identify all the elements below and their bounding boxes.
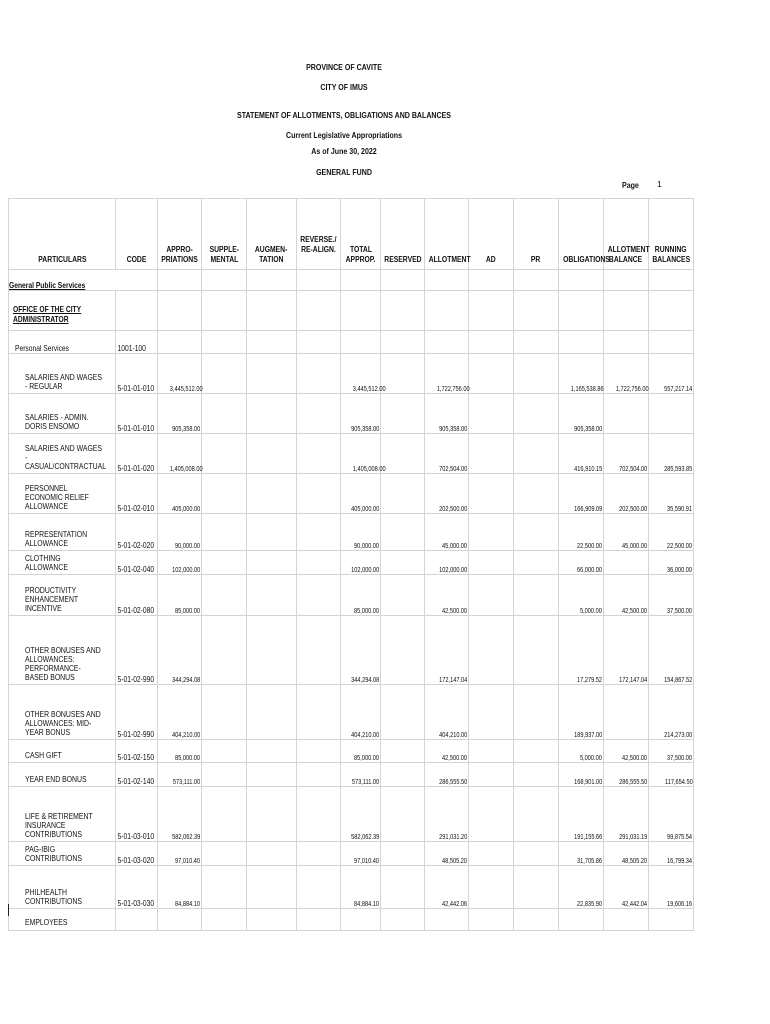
row-empty-cell — [469, 763, 514, 787]
row-empty-cell — [514, 575, 559, 616]
row-empty-cell — [247, 685, 297, 740]
row-empty-cell — [469, 866, 514, 909]
page-edge-mark — [8, 904, 9, 916]
row-empty-cell — [514, 474, 559, 514]
row-code: 5-01-02-990 — [116, 685, 158, 740]
row-total: 573,111.00 — [341, 763, 381, 787]
table-row — [9, 740, 694, 763]
row-total: 90,000.00 — [341, 514, 381, 551]
row-total: 102,000.00 — [341, 551, 381, 575]
row-particulars: REPRESENTATION ALLOWANCE — [9, 514, 116, 551]
row-empty-cell — [202, 685, 247, 740]
col-code: CODE — [116, 199, 158, 270]
row-empty-cell — [297, 616, 341, 685]
personal-services-label: Personal Services — [9, 331, 116, 354]
row-empty-cell — [381, 685, 425, 740]
row-allotment-balance: 42,500.00 — [604, 740, 649, 763]
row-empty-cell — [202, 575, 247, 616]
row-allotment: 48,505.20 — [425, 842, 469, 866]
row-empty-cell — [425, 909, 469, 931]
col-allotment: ALLOTMENT — [425, 199, 469, 270]
row-empty-cell — [247, 474, 297, 514]
row-running-balance — [649, 394, 694, 434]
page-number: 1 — [657, 179, 662, 189]
row-empty-cell — [158, 909, 202, 931]
row-particulars: CLOTHING ALLOWANCE — [9, 551, 116, 575]
row-empty-cell — [381, 575, 425, 616]
row-obligations: 166,909.09 — [559, 474, 604, 514]
row-appropriations: 344,294.08 — [158, 616, 202, 685]
row-empty-cell — [469, 474, 514, 514]
row-total: 905,358.00 — [341, 394, 381, 434]
row-empty-cell — [604, 909, 649, 931]
row-allotment: 42,500.00 — [425, 740, 469, 763]
row-total: 1,405,008.00 — [341, 434, 381, 474]
row-empty-cell — [381, 616, 425, 685]
row-obligations: 5,000.00 — [559, 740, 604, 763]
table-header-row — [9, 199, 694, 270]
row-empty-cell — [514, 740, 559, 763]
row-obligations: 66,000.00 — [559, 551, 604, 575]
row-allotment-balance: 286,555.50 — [604, 763, 649, 787]
row-code: 5-01-01-010 — [116, 354, 158, 394]
statement-title: STATEMENT OF ALLOTMENTS, OBLIGATIONS AND BALANCES — [236, 110, 451, 120]
col-reverse-realign: REVERSE./ RE-ALIGN. — [297, 199, 341, 270]
row-empty-cell — [247, 866, 297, 909]
row-allotment-balance: 48,505.20 — [604, 842, 649, 866]
row-total: 344,294.08 — [341, 616, 381, 685]
row-running-balance: 214,273.00 — [649, 685, 694, 740]
col-appropriations: APPRO- PRIATIONS — [158, 199, 202, 270]
table-row — [9, 866, 694, 909]
row-empty-cell — [297, 354, 341, 394]
row-code: 5-01-02-080 — [116, 575, 158, 616]
row-obligations: 22,500.00 — [559, 514, 604, 551]
row-allotment-balance: 291,031.19 — [604, 787, 649, 842]
row-allotment-balance — [604, 551, 649, 575]
row-code: 5-01-01-010 — [116, 394, 158, 434]
row-empty-cell — [514, 551, 559, 575]
row-empty-cell — [469, 514, 514, 551]
row-allotment-balance — [604, 685, 649, 740]
appropriations-subtitle: Current Legislative Appropriations — [285, 130, 403, 140]
row-empty-cell — [297, 685, 341, 740]
row-allotment-balance: 202,500.00 — [604, 474, 649, 514]
col-running-balances: RUNNING BALANCES — [649, 199, 694, 270]
row-empty-cell — [514, 842, 559, 866]
row-empty-cell — [469, 354, 514, 394]
row-particulars: YEAR END BONUS — [9, 763, 116, 787]
row-empty-cell — [514, 434, 559, 474]
row-particulars: SALARIES - ADMIN. DORIS ENSOMO — [9, 394, 116, 434]
row-empty-cell — [469, 394, 514, 434]
row-obligations: 1,165,538.86 — [559, 354, 604, 394]
row-appropriations: 97,010.40 — [158, 842, 202, 866]
row-empty-cell — [381, 514, 425, 551]
row-empty-cell — [247, 787, 297, 842]
row-obligations: 22,835.90 — [559, 866, 604, 909]
row-empty-cell — [202, 514, 247, 551]
row-allotment-balance: 172,147.04 — [604, 616, 649, 685]
row-particulars: PAG-IBIG CONTRIBUTIONS — [9, 842, 116, 866]
row-empty-cell — [649, 909, 694, 931]
row-empty-cell — [202, 866, 247, 909]
row-allotment: 172,147.04 — [425, 616, 469, 685]
table-row — [9, 616, 694, 685]
table-row — [9, 575, 694, 616]
row-running-balance: 99,875.54 — [649, 787, 694, 842]
row-allotment-balance: 42,442.04 — [604, 866, 649, 909]
row-empty-cell — [297, 434, 341, 474]
row-obligations: 191,155.66 — [559, 787, 604, 842]
row-empty-cell — [469, 842, 514, 866]
personal-services-row — [9, 331, 694, 354]
city-title: CITY OF IMUS — [320, 82, 368, 92]
employees-label: EMPLOYEES — [9, 909, 116, 931]
row-empty-cell — [297, 787, 341, 842]
row-running-balance: 37,500.00 — [649, 740, 694, 763]
row-allotment: 102,000.00 — [425, 551, 469, 575]
row-total: 97,010.40 — [341, 842, 381, 866]
table-row — [9, 551, 694, 575]
col-particulars: PARTICULARS — [9, 199, 116, 270]
row-empty-cell — [514, 909, 559, 931]
page-label: Page — [622, 180, 639, 190]
row-running-balance: 285,593.85 — [649, 434, 694, 474]
row-particulars: OTHER BONUSES AND ALLOWANCES: MID-YEAR BONUS — [9, 685, 116, 740]
row-empty-cell — [202, 842, 247, 866]
col-total-approp: TOTAL APPROP. — [341, 199, 381, 270]
row-allotment: 286,555.50 — [425, 763, 469, 787]
row-allotment-balance: 702,504.00 — [604, 434, 649, 474]
row-total: 85,000.00 — [341, 575, 381, 616]
row-empty-cell — [381, 787, 425, 842]
row-particulars: CASH GIFT — [9, 740, 116, 763]
row-code: 5-01-02-010 — [116, 474, 158, 514]
row-code: 5-01-02-020 — [116, 514, 158, 551]
row-appropriations: 85,000.00 — [158, 740, 202, 763]
row-allotment-balance: 1,722,756.00 — [604, 354, 649, 394]
table-row — [9, 787, 694, 842]
row-empty-cell — [514, 616, 559, 685]
row-empty-cell — [514, 787, 559, 842]
row-empty-cell — [297, 740, 341, 763]
row-empty-cell — [202, 551, 247, 575]
row-allotment: 42,442.06 — [425, 866, 469, 909]
row-running-balance: 22,500.00 — [649, 514, 694, 551]
row-empty-cell — [469, 575, 514, 616]
row-empty-cell — [297, 763, 341, 787]
fund-title: GENERAL FUND — [316, 167, 372, 177]
row-appropriations: 582,062.39 — [158, 787, 202, 842]
row-empty-cell — [247, 394, 297, 434]
row-empty-cell — [381, 740, 425, 763]
row-appropriations: 1,405,008.00 — [158, 434, 202, 474]
row-empty-cell — [297, 575, 341, 616]
row-code: 5-01-02-040 — [116, 551, 158, 575]
row-empty-cell — [297, 394, 341, 434]
row-running-balance: 35,590.91 — [649, 474, 694, 514]
table-row — [9, 354, 694, 394]
row-empty-cell — [469, 616, 514, 685]
row-total: 582,062.39 — [341, 787, 381, 842]
row-allotment: 202,500.00 — [425, 474, 469, 514]
row-running-balance: 36,000.00 — [649, 551, 694, 575]
row-particulars: PERSONNEL ECONOMIC RELIEF ALLOWANCE — [9, 474, 116, 514]
row-empty-cell — [202, 909, 247, 931]
office-label: OFFICE OF THE CITY ADMINISTRATOR — [9, 291, 116, 331]
row-running-balance: 16,799.34 — [649, 842, 694, 866]
row-empty-cell — [514, 685, 559, 740]
as-of-date: As of June 30, 2022 — [311, 146, 377, 156]
col-reserved: RESERVED — [381, 199, 425, 270]
row-obligations: 31,705.86 — [559, 842, 604, 866]
row-empty-cell — [297, 866, 341, 909]
row-running-balance: 557,217.14 — [649, 354, 694, 394]
row-empty-cell — [559, 909, 604, 931]
row-allotment: 45,000.00 — [425, 514, 469, 551]
row-empty-cell — [202, 740, 247, 763]
row-particulars: OTHER BONUSES AND ALLOWANCES: PERFORMANCE-BASED BONUS — [9, 616, 116, 685]
row-obligations: 5,000.00 — [559, 575, 604, 616]
row-empty-cell — [514, 866, 559, 909]
row-appropriations: 84,884.10 — [158, 866, 202, 909]
row-total: 405,000.00 — [341, 474, 381, 514]
row-empty-cell — [469, 434, 514, 474]
row-empty-cell — [247, 514, 297, 551]
row-code: 5-01-03-020 — [116, 842, 158, 866]
row-particulars: PRODUCTIVITY ENHANCEMENT INCENTIVE — [9, 575, 116, 616]
section-row — [9, 270, 694, 291]
row-empty-cell — [341, 909, 381, 931]
col-augmentation: AUGMEN- TATION — [247, 199, 297, 270]
row-appropriations: 573,111.00 — [158, 763, 202, 787]
table-row — [9, 685, 694, 740]
row-running-balance: 117,654.50 — [649, 763, 694, 787]
row-empty-cell — [381, 354, 425, 394]
row-particulars: PHILHEALTH CONTRIBUTIONS — [9, 866, 116, 909]
col-ad: AD — [469, 199, 514, 270]
row-empty-cell — [116, 909, 158, 931]
row-code: 5-01-02-140 — [116, 763, 158, 787]
col-allotment-balance: ALLOTMENT BALANCE — [604, 199, 649, 270]
row-particulars: SALARIES AND WAGES - CASUAL/CONTRACTUAL — [9, 434, 116, 474]
row-empty-cell — [247, 354, 297, 394]
row-total: 404,210.00 — [341, 685, 381, 740]
row-empty-cell — [247, 575, 297, 616]
row-total: 3,445,512.00 — [341, 354, 381, 394]
row-code: 5-01-03-030 — [116, 866, 158, 909]
row-empty-cell — [202, 394, 247, 434]
row-obligations: 17,279.52 — [559, 616, 604, 685]
row-code: 5-01-02-150 — [116, 740, 158, 763]
row-empty-cell — [247, 909, 297, 931]
row-obligations: 905,358.00 — [559, 394, 604, 434]
row-appropriations: 85,000.00 — [158, 575, 202, 616]
row-obligations: 189,937.00 — [559, 685, 604, 740]
row-empty-cell — [381, 434, 425, 474]
row-empty-cell — [381, 394, 425, 434]
table-row — [9, 474, 694, 514]
row-empty-cell — [297, 551, 341, 575]
row-running-balance: 19,606.16 — [649, 866, 694, 909]
province-title: PROVINCE OF CAVITE — [306, 62, 382, 72]
row-empty-cell — [514, 514, 559, 551]
table-row — [9, 434, 694, 474]
row-empty-cell — [247, 434, 297, 474]
row-obligations: 416,910.15 — [559, 434, 604, 474]
row-appropriations: 404,210.00 — [158, 685, 202, 740]
row-empty-cell — [202, 616, 247, 685]
row-empty-cell — [514, 394, 559, 434]
office-row — [9, 291, 694, 331]
row-allotment: 1,722,756.00 — [425, 354, 469, 394]
row-allotment-balance — [604, 394, 649, 434]
row-empty-cell — [202, 763, 247, 787]
row-empty-cell — [247, 616, 297, 685]
row-code: 5-01-03-010 — [116, 787, 158, 842]
row-empty-cell — [381, 551, 425, 575]
table-row — [9, 842, 694, 866]
row-allotment-balance: 42,500.00 — [604, 575, 649, 616]
row-empty-cell — [247, 763, 297, 787]
row-appropriations: 3,445,512.00 — [158, 354, 202, 394]
col-supplemental: SUPPLE- MENTAL — [202, 199, 247, 270]
row-empty-cell — [381, 842, 425, 866]
row-appropriations: 102,000.00 — [158, 551, 202, 575]
row-total: 84,884.10 — [341, 866, 381, 909]
row-empty-cell — [381, 474, 425, 514]
row-particulars: SALARIES AND WAGES - REGULAR — [9, 354, 116, 394]
row-empty-cell — [247, 842, 297, 866]
row-appropriations: 90,000.00 — [158, 514, 202, 551]
row-allotment: 905,358.00 — [425, 394, 469, 434]
row-empty-cell — [247, 740, 297, 763]
row-particulars: LIFE & RETIREMENT INSURANCE CONTRIBUTIONS — [9, 787, 116, 842]
row-empty-cell — [381, 763, 425, 787]
row-appropriations: 405,000.00 — [158, 474, 202, 514]
row-appropriations: 905,358.00 — [158, 394, 202, 434]
row-empty-cell — [202, 474, 247, 514]
row-empty-cell — [297, 842, 341, 866]
col-obligations: OBLIGATIONS — [559, 199, 604, 270]
row-code: 5-01-01-020 — [116, 434, 158, 474]
personal-services-code: 1001-100 — [116, 331, 158, 354]
row-running-balance: 154,867.52 — [649, 616, 694, 685]
row-allotment: 291,031.20 — [425, 787, 469, 842]
row-empty-cell — [469, 909, 514, 931]
row-empty-cell — [469, 551, 514, 575]
general-public-services-label: General Public Services — [9, 270, 158, 291]
row-empty-cell — [297, 909, 341, 931]
row-empty-cell — [381, 909, 425, 931]
col-pr: PR — [514, 199, 559, 270]
employees-row — [9, 909, 694, 931]
row-empty-cell — [469, 685, 514, 740]
table-row — [9, 394, 694, 434]
row-empty-cell — [202, 787, 247, 842]
row-allotment-balance: 45,000.00 — [604, 514, 649, 551]
row-empty-cell — [514, 763, 559, 787]
row-total: 85,000.00 — [341, 740, 381, 763]
row-code: 5-01-02-990 — [116, 616, 158, 685]
table-row — [9, 763, 694, 787]
row-empty-cell — [297, 474, 341, 514]
row-empty-cell — [469, 787, 514, 842]
row-empty-cell — [202, 434, 247, 474]
row-running-balance: 37,500.00 — [649, 575, 694, 616]
row-allotment: 42,500.00 — [425, 575, 469, 616]
row-empty-cell — [514, 354, 559, 394]
row-empty-cell — [247, 551, 297, 575]
row-empty-cell — [381, 866, 425, 909]
row-empty-cell — [297, 514, 341, 551]
row-allotment: 702,504.00 — [425, 434, 469, 474]
row-empty-cell — [202, 354, 247, 394]
allotments-table — [8, 198, 694, 931]
row-obligations: 168,901.00 — [559, 763, 604, 787]
table-row — [9, 514, 694, 551]
row-empty-cell — [469, 740, 514, 763]
row-allotment: 404,210.00 — [425, 685, 469, 740]
